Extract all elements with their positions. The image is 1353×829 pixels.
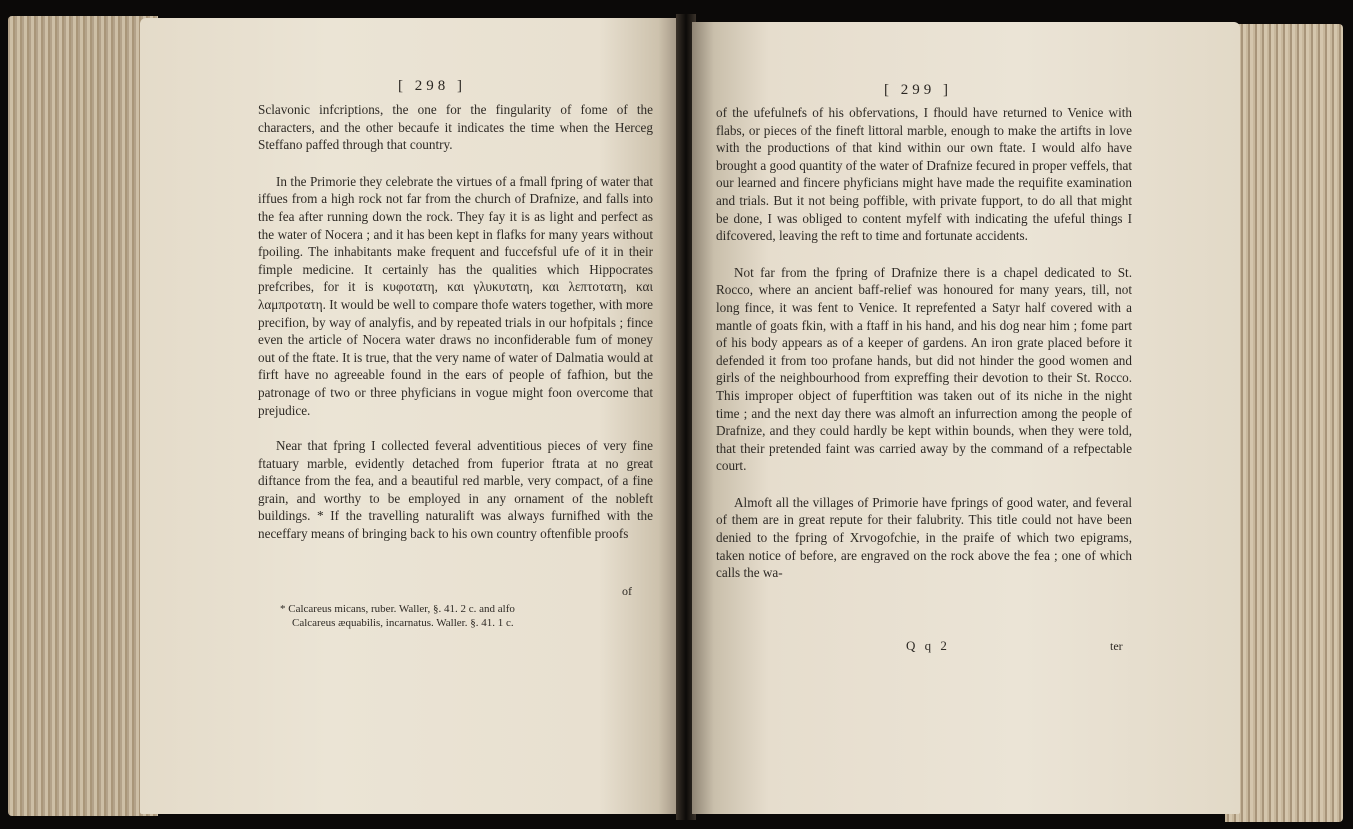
catchword-right: ter [1110, 639, 1123, 653]
footnote: Calcareus æquabilis, incarnatus. Waller. §. 41. 1 c. [292, 617, 514, 629]
right-page-edges [1225, 24, 1343, 822]
catchword-left: of [622, 584, 632, 598]
right-page [692, 22, 1240, 814]
right-page-text [716, 104, 1132, 582]
paragraph: Almoft all the villages of Primorie have fprings of good water, and feveral of them are in great repute for their falubrity. This title could not have been denied to the fpring of Xrvogofchie, in the praife of which two epigrams, taken notice of before, are engraved on the rock above the fea ; one of which calls the wa- [716, 494, 1132, 581]
paragraph: of the ufefulnefs of his obfervations, I fhould have returned to Venice with flabs, or pieces of the fineft littoral marble, enough to make the artifts in love with the productions of that kind within our own ftate. I would alfo have brought a good quantity of the water of Drafnize fecured in proper veffels, that our learned and fincere phyficians might have made the requifite examination and trials. But it not being poffible, with private fupport, to do all that might be done, I was obliged to content myfelf with indicating the ufeful things I difcovered, leaving the reft to time and fortunate accidents. [716, 105, 1132, 244]
footnote: * Calcareus micans, ruber. Waller, §. 41. 2 c. and alfo [280, 603, 515, 615]
left-page-edges [8, 16, 158, 816]
signature-mark: Q q 2 [906, 638, 950, 653]
page-number-left: [ 298 ] [398, 78, 466, 94]
paragraph: Near that fpring I collected feveral adventitious pieces of very fine ftatuary marble, evidently detached from fuperior ftrata at no great diftance from the fea, and a beautiful red marble, very compact, of a fine grain, and worthy to be employed in any ornament of the nobleft buildings. * If the travelling naturalift was always furnifhed with the neceffary means of bringing back to his own country oftenfible proofs [258, 438, 653, 542]
page-number-right: [ 299 ] [884, 82, 952, 98]
footnotes [280, 602, 640, 630]
paragraph: Sclavonic infcriptions, the one for the fingularity of fome of the characters, and the other becaufe it indicates the time when the Herceg Steffano paffed through that country. [258, 102, 653, 153]
left-page-text [258, 101, 653, 543]
left-page [140, 18, 680, 814]
paragraph: In the Primorie they celebrate the virtues of a fmall fpring of water that iffues from a high rock not far from the church of Drafnize, and falls into the fea after running down the rock. They fay it is as light and perfect as the water of Nocera ; and it has been kept in flafks for many years without fpoiling. The inhabitants make frequent and fuccefsful ufe of it in their fimple medicine. It certainly has the qualities which Hippocrates prefcribes, for it is κυφοτατη, και γλυκυτατη, και λεπτοτατη, και λαμπροτατη. It would be well to compare thofe waters together, with more precifion, by way of analyfis, and by repeated trials in our hofpitals ; fince even the article of Nocera water draws no inconfiderable fum of money out of the ftate. It is true, that the very name of water of Dalmatia would at firft have no agreeable found in the ears of people of fafhion, but the patronage of two or three phyficians in vogue might foon overcome that prejudice. [258, 173, 653, 418]
paragraph: Not far from the fpring of Drafnize there is a chapel dedicated to St. Rocco, where an ancient baff-relief was honoured for many years, till, not long fince, it was fent to Venice. It reprefented a Satyr half covered with a mantle of goats fkin, with a ftaff in his hand, and his dog near him ; fome part of his body appears as of a keeper of gardens. An iron grate placed before it defended it from too profane hands, but did not hinder the good women and girls of the neighbourhood from expreffing their devotion to their St. Rocco. This improper object of fuperftition was taken out of its niche in the night time ; and the next day there was almoft an infurrection among the people of Drafnize, and they could hardly be kept within bounds, when they were told, that their pretended faint was carried away by the command of a refpectable court. [716, 264, 1132, 474]
